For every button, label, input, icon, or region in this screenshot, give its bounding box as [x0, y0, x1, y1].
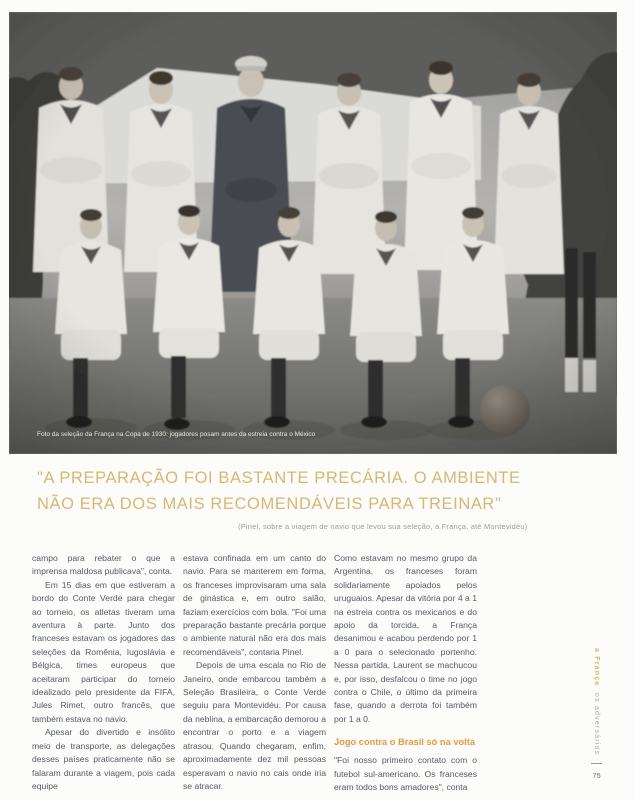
article-body: [32, 552, 478, 795]
pull-quote-line2: NÃO ERA DOS MAIS RECOMENDÁVEIS PARA TREINAR": [37, 495, 502, 513]
pull-quote: [37, 465, 567, 517]
paragraph: "Foi nosso primeiro contato com o futebol sul-americano. Os franceses eram todos bons amadores", conta: [334, 755, 477, 793]
paragraph: Depois de uma escala no Rio de Janeiro, onde embarcou também a Seleção Brasileira, o Conte Verde seguiu para Montevidéu. Por causa da neblina, a embarcação demorou a encontrar o porto e a viagem atrasou. Quando chegaram, enfim, aproximadamente dez mil pessoas esperavam o navio no cais onde iria se atracar.: [183, 660, 326, 791]
paragraph: estava confinada em um canto do navio. Para se manterem em forma, os franceses improvisaram uma sala de ginástica e, em outro salão, faziam exercícios com bola. "Foi uma preparação bastante precária porque o ambiente natural não era dos mais recomendáveis", contaria Pinel.: [183, 553, 326, 657]
paragraph: Apesar do divertido e insólito meio de transporte, as delegações desses países praticamente não se falaram durante a viagem, pois cada equipe: [32, 727, 175, 791]
photo-caption: Foto da seleção da França na Copa de 1930: jogadores posam antes da estreia contra o México: [37, 431, 316, 438]
chapter-side-tab: [591, 648, 602, 780]
photo-vignette: [9, 12, 617, 454]
team-photo: [9, 12, 617, 454]
paragraph: Como estavam no mesmo grupo da Argentina, os franceses foram solidariamente apoiados pelos uruguaios. Apesar da vitória por 4 a 1 na estreia contra os mexicanos e do apoio da torcida, a França desanimou e acabou perdendo por 1 a 0 para o selecionado portenho. Nessa partida, Laurent se machucou e, por isso, desfalcou o time no jogo contra o Chile, o último da primeira fase, quando a derrota foi também por 1 a 0.: [334, 553, 477, 724]
paragraph: Em 15 dias em que estiveram a bordo do Conte Verde para chegar ao torneio, os atletas tiveram uma aventura à parte. Junto dos franceses estavam os jogadores das seleções da Romênia, Iugoslávia e Bélgica, times europeus que aceitaram participar do torneio idealizado pelo presidente da FIFA, Jules Rimet, outro francês, que também estava no navio.: [32, 579, 175, 724]
column-1: [32, 552, 175, 795]
pull-quote-line1: "A PREPARAÇÃO FOI BASTANTE PRECÁRIA. O AMBIENTE: [37, 469, 521, 487]
column-2: [183, 552, 326, 795]
page-number: 75: [592, 770, 601, 780]
divider: [591, 763, 602, 764]
quote-attribution: (Pinel, sobre a viagem de navio que levou sua seleção, a França, até Montevidéu): [238, 522, 528, 531]
section-label: os adversários: [593, 693, 600, 756]
chapter-label: a França: [593, 648, 600, 687]
paragraph: campo para rebater o que a imprensa maldosa publicava", conta.: [32, 553, 175, 577]
team-photo-illustration: [9, 12, 617, 454]
column-3: [334, 552, 477, 795]
section-subheading: Jogo contra o Brasil só na volta: [334, 737, 476, 748]
